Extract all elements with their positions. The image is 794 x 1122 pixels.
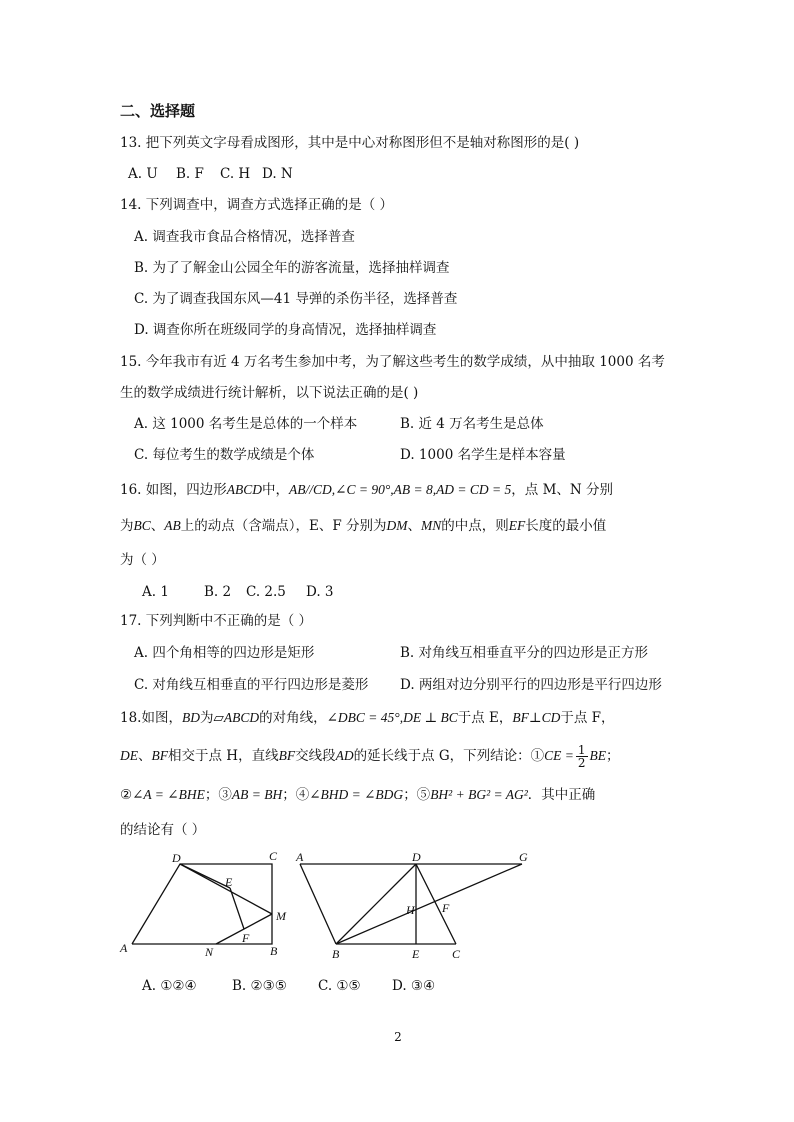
q18-math: BD xyxy=(181,710,200,725)
question-16-stem-line1 xyxy=(120,481,613,499)
figure-q18-parallelogram xyxy=(290,848,540,963)
question-14-stem: 14. 下列调查中，调查方式选择正确的是（ ） xyxy=(120,197,394,213)
figure2-side-ab xyxy=(300,864,336,944)
q13-option-b: B. F xyxy=(176,166,204,182)
figure2-line-bg xyxy=(336,864,522,944)
figure2-side-dc xyxy=(416,864,456,944)
q18-option-d: D. ③④ xyxy=(392,978,436,994)
q13-option-d: D. N xyxy=(262,166,293,182)
q18-text: 为 xyxy=(199,710,214,726)
section-title: 二、选择题 xyxy=(120,102,196,120)
figure2-label-b: B xyxy=(332,947,340,961)
q16-option-d: D. 3 xyxy=(306,584,334,600)
figure2-label-g: G xyxy=(519,850,528,864)
q15-option-d: D. 1000 名学生是样本容量 xyxy=(400,447,566,463)
q18-text: 交线段 xyxy=(295,748,336,764)
q18-text: 于点 F， xyxy=(560,710,615,726)
q14-option-d: D. 调查你所在班级同学的身高情况，选择抽样调查 xyxy=(134,322,437,338)
figure2-label-e: E xyxy=(412,947,420,961)
figure2-diagonal-bd xyxy=(336,864,416,944)
figure-q16-quadrilateral xyxy=(112,848,302,963)
q16-text: 的中点，则 xyxy=(441,518,509,534)
q18-text: 、 xyxy=(138,748,152,764)
figure2-label-c: C xyxy=(452,947,461,961)
q16-text: 、 xyxy=(407,518,422,534)
q14-option-c: C. 为了调查我国东风—41 导弹的杀伤半径，选择普查 xyxy=(134,291,458,307)
q16-text: 长度的最小值 xyxy=(525,518,607,534)
figure1-label-e: E xyxy=(225,875,233,889)
q18-text: 于点 E， xyxy=(457,710,513,726)
q16-text: 为 xyxy=(120,518,134,534)
q16-text: 上的动点（含端点），E、F 分别为 xyxy=(180,518,387,534)
q17-option-c: C. 对角线互相垂直的平行四边形是菱形 xyxy=(134,677,369,693)
q17-option-b: B. 对角线互相垂直平分的四边形是正方形 xyxy=(400,645,649,661)
question-15-stem-line1: 15. 今年我市有近 4 万名考生参加中考，为了解这些考生的数学成绩，从中抽取 1000 名考 xyxy=(120,354,665,370)
q16-math: AB//CD,∠C = 90°,AB = 8,AD = CD = 5 xyxy=(289,482,512,497)
question-16-stem-line3: 为（ ） xyxy=(120,552,165,568)
q16-math: EF xyxy=(508,518,526,533)
page-number: 2 xyxy=(394,1030,402,1044)
figure2-label-d: D xyxy=(412,850,421,864)
question-17-stem: 17. 下列判断中不正确的是（ ） xyxy=(120,613,313,629)
q18-math: AB = BH xyxy=(231,787,283,802)
q18-math: AD xyxy=(335,748,354,763)
q18-math: BH² + BG² = AG² xyxy=(430,787,528,802)
q18-math: CE = xyxy=(544,748,574,763)
question-16-stem-line2 xyxy=(120,517,606,535)
figure1-segment-dm xyxy=(180,864,272,914)
figure1-segment-de xyxy=(180,864,230,888)
q18-text: ；④ xyxy=(282,787,310,803)
q16-math: BC xyxy=(133,518,151,533)
q14-option-a: A. 调查我市食品合格情况，选择普查 xyxy=(134,229,355,245)
q16-text: 、 xyxy=(150,518,165,534)
question-13-stem: 13. 把下列英文字母看成图形，其中是中心对称图形但不是轴对称图形的是( ) xyxy=(120,135,580,151)
figure1-label-f: F xyxy=(242,931,250,945)
figure1-label-d: D xyxy=(172,851,181,865)
q18-math: ∠DBC = 45°,DE ⊥ BC xyxy=(326,710,458,725)
q18-math: BF xyxy=(151,748,168,763)
question-18-line1 xyxy=(120,709,615,727)
figure1-label-m: M xyxy=(276,909,286,923)
q18-text: ．其中正确 xyxy=(527,787,596,803)
q18-text: 的延长线于点 G，下列结论：① xyxy=(353,748,545,764)
q18-text: ② xyxy=(120,787,133,803)
figure2-label-f: F xyxy=(442,901,450,915)
q15-option-b: B. 近 4 万名考生是总体 xyxy=(400,416,544,432)
q17-option-d: D. 两组对边分别平行的四边形是平行四边形 xyxy=(400,677,662,693)
q18-option-a: A. ①②④ xyxy=(142,978,197,994)
q18-math: BF⊥CD xyxy=(512,710,561,725)
q18-option-b: B. ②③⑤ xyxy=(232,978,287,994)
q18-math: ▱ABCD xyxy=(213,710,260,725)
q16-math: AB xyxy=(164,518,181,533)
question-18-line4: 的结论有（ ） xyxy=(120,822,206,838)
q18-text: ；③ xyxy=(204,787,232,803)
q13-option-a: A. U xyxy=(128,166,158,182)
q16-text: 16. 如图，四边形 xyxy=(120,482,227,498)
fraction-one-half xyxy=(576,744,588,769)
fraction-numerator: 1 xyxy=(577,743,586,757)
q14-option-b: B. 为了了解金山公园全年的游客流量，选择抽样调查 xyxy=(134,260,450,276)
q18-text: 18.如图， xyxy=(120,710,182,726)
q16-option-c: C. 2.5 xyxy=(246,584,286,600)
q16-option-b: B. 2 xyxy=(204,584,232,600)
q18-text: 相交于点 H，直线 xyxy=(168,748,279,764)
figure2-label-a: A xyxy=(296,850,304,864)
q17-option-a: A. 四个角相等的四边形是矩形 xyxy=(134,645,315,661)
q15-option-c: C. 每位考生的数学成绩是个体 xyxy=(134,447,315,463)
q18-text: 的对角线， xyxy=(259,710,327,726)
q16-text: ，点 M、N 分别 xyxy=(511,482,614,498)
q18-option-c: C. ①⑤ xyxy=(318,978,361,994)
q16-math: DM xyxy=(386,518,408,533)
q13-option-c: C. H xyxy=(220,166,251,182)
question-18-line3 xyxy=(120,786,595,804)
q18-text: ；⑤ xyxy=(403,787,431,803)
q16-option-a: A. 1 xyxy=(142,584,169,600)
q16-math: MN xyxy=(421,518,442,533)
q18-math: ∠BHD = ∠BDG xyxy=(309,787,404,802)
question-15-stem-line2: 生的数学成绩进行统计解析，以下说法正确的是( ) xyxy=(120,385,419,401)
figure2-label-h: H xyxy=(406,903,415,917)
q15-option-a: A. 这 1000 名考生是总体的一个样本 xyxy=(134,416,358,432)
question-18-line2 xyxy=(120,744,620,769)
q18-text: ； xyxy=(606,748,620,764)
q18-math: BE xyxy=(589,748,607,763)
figure1-label-n: N xyxy=(205,945,214,959)
figure1-label-c: C xyxy=(269,849,278,863)
q16-text: 中， xyxy=(262,482,290,498)
figure1-label-a: A xyxy=(120,941,128,955)
q18-math: BF xyxy=(278,748,296,763)
figure1-segment-ef xyxy=(230,888,244,929)
q18-math: ∠A = ∠BHE xyxy=(132,787,205,802)
figure1-label-b: B xyxy=(270,944,278,958)
q18-math: DE xyxy=(120,748,138,763)
fraction-denominator: 2 xyxy=(577,756,586,770)
q16-math: ABCD xyxy=(226,482,263,497)
